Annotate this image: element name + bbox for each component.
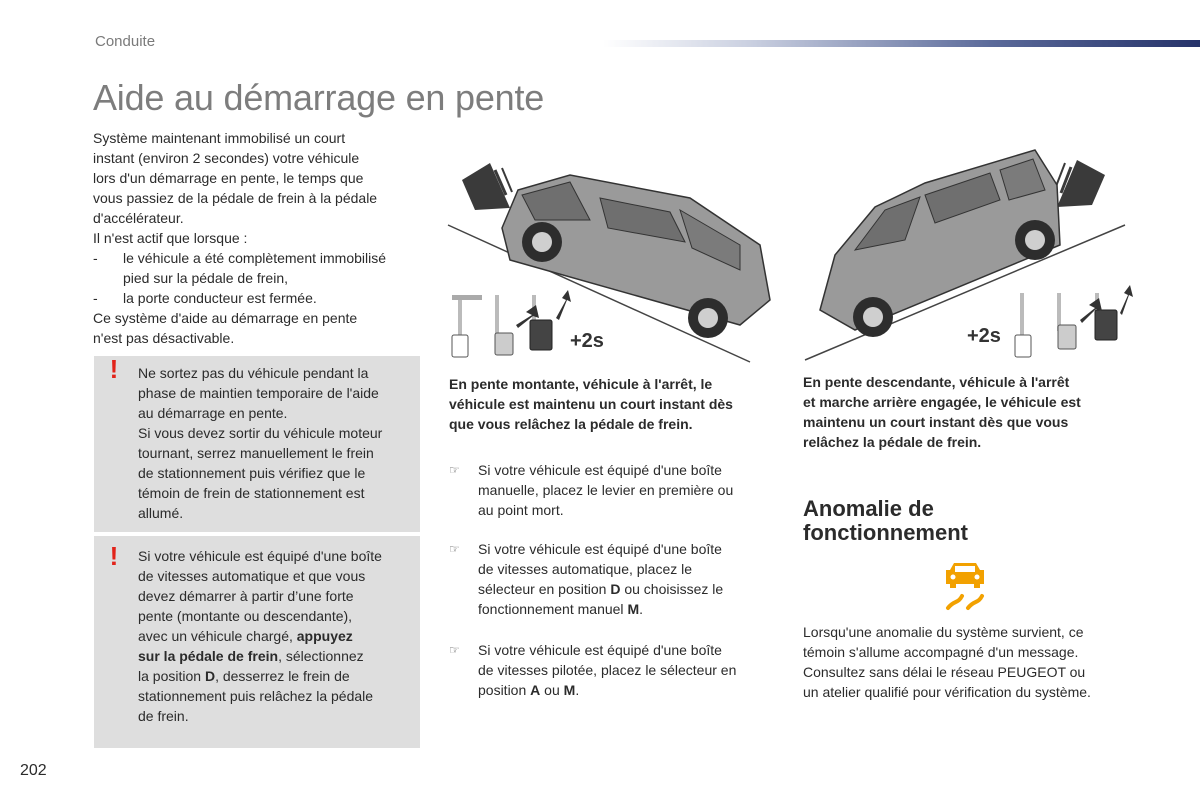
timer-label: +2s — [570, 330, 604, 352]
bold-span: M — [627, 601, 640, 617]
text-span: ou — [540, 682, 564, 698]
condition-line: la porte conducteur est fermée. — [123, 290, 317, 306]
condition-item — [93, 288, 423, 308]
warning-box-automatic — [94, 536, 420, 748]
warning-line — [138, 646, 408, 666]
section-label: Conduite — [95, 33, 156, 50]
text-span: , sélectionnez — [278, 648, 364, 664]
step-line — [478, 599, 768, 619]
intro-line: d'accélérateur. — [93, 210, 184, 226]
text-span: . — [639, 601, 643, 617]
uphill-caption — [449, 374, 779, 434]
step-line: manuelle, placez le levier en première ou — [478, 482, 734, 498]
page-title: Aide au démarrage en pente — [93, 77, 545, 118]
condition-item — [93, 248, 423, 288]
step-line — [478, 579, 768, 599]
hand-pointing-icon: ☞ — [449, 542, 460, 556]
caption-line: maintenu un court instant dès que vous — [803, 414, 1069, 430]
bold-span: D — [204, 668, 216, 684]
page-number: 202 — [20, 762, 47, 779]
step-line: de vitesses pilotée, placez le sélecteur en — [478, 662, 737, 678]
warning-line: Si vous devez sortir du véhicule moteur — [138, 425, 383, 441]
hand-pointing-icon: ☞ — [449, 463, 460, 477]
motion-arrow-icon — [1055, 160, 1105, 207]
step-line: Si votre véhicule est équipé d'une boîte — [478, 642, 722, 658]
anomaly-line: Lorsqu'une anomalie du système survient, ce — [803, 624, 1084, 640]
closing-line: Ce système d'aide au démarrage en pente — [93, 310, 358, 326]
warning-line: pente (montante ou descendante), — [138, 608, 353, 624]
anomaly-description — [803, 622, 1133, 702]
timer-label: +2s — [967, 325, 1001, 347]
dash: - — [93, 290, 98, 306]
anomaly-title-line: fonctionnement — [803, 520, 968, 545]
anomaly-line: un atelier qualifié pour vérification du système. — [803, 684, 1091, 700]
warning-line: tournant, serrez manuellement le frein — [138, 445, 374, 461]
warning-mark-icon: ! — [109, 541, 119, 571]
condition-lead: Il n'est actif que lorsque : — [93, 230, 248, 246]
traction-control-warning-icon — [940, 560, 990, 612]
warning-line: de frein. — [138, 708, 189, 724]
intro-line: Système maintenant immobilisé un court — [93, 130, 346, 146]
step-text — [478, 640, 768, 700]
anomaly-title — [803, 497, 968, 545]
anomaly-line: Consultez sans délai le réseau PEUGEOT ou — [803, 664, 1086, 680]
anomaly-title-line: Anomalie de — [803, 496, 934, 521]
caption-line: En pente descendante, véhicule à l'arrêt — [803, 374, 1070, 390]
warning-line: de vitesses automatique et que vous — [138, 568, 366, 584]
downhill-caption — [803, 372, 1133, 452]
caption-line: et marche arrière engagée, le véhicule est — [803, 394, 1081, 410]
hand-pointing-icon: ☞ — [449, 643, 460, 657]
intro-text — [93, 128, 423, 348]
text-span: avec un véhicule chargé, — [138, 628, 297, 644]
warning-line: phase de maintien temporaire de l'aide — [138, 385, 379, 401]
anomaly-line: témoin s'allume accompagné d'un message. — [803, 644, 1079, 660]
motion-arrow-icon — [462, 163, 512, 210]
step-line — [478, 680, 768, 700]
warning-box-exit — [94, 356, 420, 532]
header-bar — [603, 40, 1200, 47]
text-span: la position — [138, 668, 205, 684]
bold-span: M — [563, 682, 576, 698]
warning-line: au démarrage en pente. — [138, 405, 288, 421]
step-line: Si votre véhicule est équipé d'une boîte — [478, 462, 722, 478]
warning-text — [138, 363, 408, 523]
warning-line: Ne sortez pas du véhicule pendant la — [138, 365, 369, 381]
text-span: sélecteur en position — [478, 581, 611, 597]
step-line: Si votre véhicule est équipé d'une boîte — [478, 541, 722, 557]
condition-line: le véhicule a été complètement immobilisé — [123, 250, 387, 266]
warning-line — [138, 666, 408, 686]
bold-span: appuyez — [296, 628, 353, 644]
step-line: au point mort. — [478, 502, 564, 518]
step-text — [478, 539, 768, 619]
intro-line: vous passiez de la pédale de frein à la pédale — [93, 190, 378, 206]
text-span: , desserrez le frein de — [215, 668, 350, 684]
condition-line: pied sur la pédale de frein, — [123, 270, 288, 286]
downhill-van-illustration — [795, 145, 1135, 365]
caption-line: que vous relâchez la pédale de frein. — [449, 416, 693, 432]
text-span: ou choisissez le — [620, 581, 724, 597]
text-span: fonctionnement manuel — [478, 601, 628, 617]
warning-text — [138, 546, 408, 726]
warning-line: stationnement puis relâchez la pédale — [138, 688, 374, 704]
caption-line: véhicule est maintenu un court instant dès — [449, 396, 733, 412]
intro-line: instant (environ 2 secondes) votre véhicule — [93, 150, 360, 166]
dash: - — [93, 250, 98, 266]
warning-line — [138, 626, 408, 646]
uphill-van-illustration — [440, 150, 780, 365]
warning-line: allumé. — [138, 505, 184, 521]
bold-span: D — [610, 581, 621, 597]
warning-line: témoin de frein de stationnement est — [138, 485, 365, 501]
bold-span: sur la pédale de frein — [138, 648, 279, 664]
caption-line: En pente montante, véhicule à l'arrêt, le — [449, 376, 713, 392]
warning-line: devez démarrer à partir d’une forte — [138, 588, 354, 604]
warning-mark-icon: ! — [109, 354, 119, 384]
warning-line: de stationnement puis vérifiez que le — [138, 465, 366, 481]
closing-line: n'est pas désactivable. — [93, 330, 235, 346]
step-line: de vitesses automatique, placez le — [478, 561, 693, 577]
warning-line: Si votre véhicule est équipé d'une boîte — [138, 548, 382, 564]
text-span: position — [478, 682, 531, 698]
caption-line: relâchez la pédale de frein. — [803, 434, 982, 450]
text-span: . — [575, 682, 580, 698]
step-text — [478, 460, 768, 520]
bold-span: A — [530, 682, 541, 698]
intro-line: lors d'un démarrage en pente, le temps que — [93, 170, 364, 186]
